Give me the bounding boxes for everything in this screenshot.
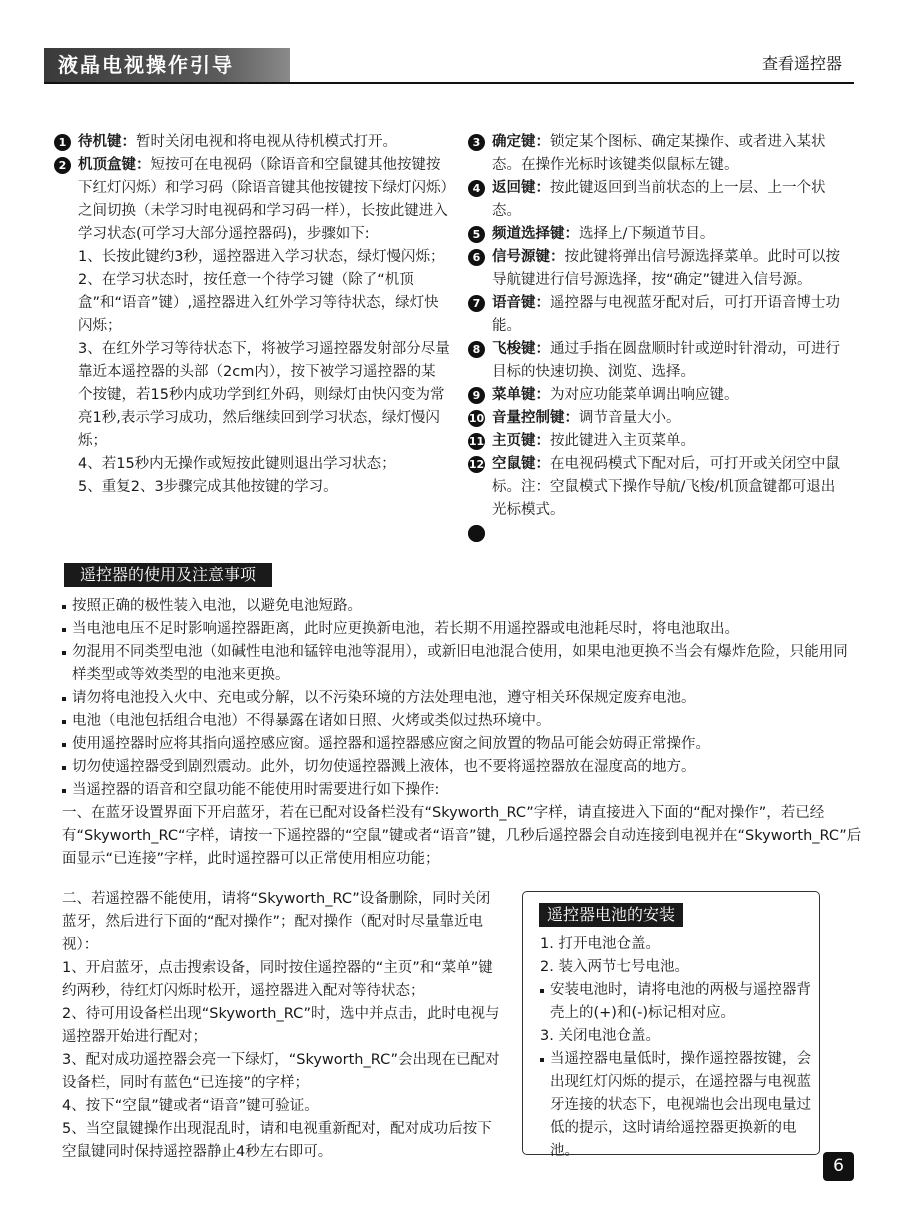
- number-badge: 11: [468, 435, 485, 448]
- number-badge: [468, 525, 485, 542]
- key-item: [468, 430, 848, 453]
- usage-notes: [62, 595, 862, 871]
- learning-step: 4、若15秒内无操作或短按此键则退出学习状态；: [78, 456, 396, 472]
- key-label: 菜单键：: [492, 387, 550, 403]
- note-text: 当遥控器的语音和空鼠功能不能使用时需要进行如下操作:: [72, 782, 440, 798]
- battery-step: 3. 关闭电池仓盖。: [540, 1028, 660, 1044]
- number-badge: 4: [468, 180, 485, 197]
- battery-bullet-text: 当遥控器电量低时，操作遥控器按键，会出现红灯闪烁的提示，在遥控器与电视蓝牙连接的状态下，电视端也会出现电量过低的提示，这时请给遥控器更换新的电池。: [550, 1051, 811, 1159]
- battery-step: 2. 装入两节七号电池。: [540, 959, 689, 975]
- number-badge: 12: [468, 458, 485, 471]
- battery-title: 遥控器电池的安装: [539, 903, 683, 927]
- key-label: 待机键：: [78, 134, 136, 150]
- key-desc: 锁定某个图标、确定某操作、或者进入某状态。在操作光标时该键类似鼠标左键。: [492, 134, 826, 173]
- learning-step: 2、在学习状态时，按任意一个待学习键（除了“机顶盒”和“语音”键）,遥控器进入红外学习等待状态，绿灯快闪烁；: [78, 272, 439, 334]
- key-desc: 按此键返回到当前状态的上一层、上一个状态。: [492, 180, 826, 219]
- learning-step: 5、重复2、3步骤完成其他按键的学习。: [78, 479, 338, 495]
- key-item: [468, 246, 848, 292]
- key-desc: 短按可在电视码（除语音和空鼠键其他按键按下红灯闪烁）和学习码（除语音键其他按键按下绿灯闪烁）之间切换（未学习时电视码和学习码一样），长按此键进入学习状态(可学习大部分遥控器码)，步骤如下:: [78, 157, 448, 242]
- number-badge: 8: [468, 341, 485, 358]
- battery-steps: [540, 933, 812, 1163]
- note-text: 切勿使遥控器受到剧烈震动。此外，切勿使遥控器溅上液体，也不要将遥控器放在湿度高的地方。: [72, 759, 696, 775]
- pairing-step: 4、按下“空鼠”键或者“语音”键可验证。: [62, 1098, 319, 1114]
- key-label: 主页键：: [492, 433, 550, 449]
- number-badge: 2: [54, 157, 71, 174]
- note-text: 电池（电池包括组合电池）不得暴露在诸如日照、火烤或类似过热环境中。: [72, 713, 551, 729]
- note-text: 请勿将电池投入火中、充电或分解，以不污染环境的方法处理电池，遵守相关环保规定废弃电池。: [72, 690, 696, 706]
- key-desc: 在电视码模式下配对后，可打开或关闭空中鼠标。注：空鼠模式下操作导航/飞梭/机顶盒键都可退出光标模式。: [492, 456, 840, 518]
- note-bullet: [62, 779, 862, 802]
- battery-bullet: [540, 979, 812, 1025]
- key-item-settop: [54, 154, 450, 246]
- key-desc: 选择上/下频道节目。: [579, 226, 715, 242]
- key-desc: 调节音量大小。: [579, 410, 681, 426]
- key-label: 机顶盒键：: [78, 157, 151, 173]
- note-bullet: [62, 618, 862, 641]
- note-bullet: [62, 687, 862, 710]
- key-item: [468, 131, 848, 177]
- number-badge: 7: [468, 295, 485, 312]
- key-item: [468, 177, 848, 223]
- note-bullet: [62, 641, 862, 687]
- key-item: [468, 453, 848, 522]
- usage-section-title: 遥控器的使用及注意事项: [64, 563, 272, 587]
- key-label: 返回键：: [492, 180, 550, 196]
- key-item-standby: [54, 131, 450, 154]
- battery-bullet: [540, 1048, 812, 1163]
- number-badge: 10: [468, 412, 485, 425]
- note-text: 当电池电压不足时影响遥控器距离，此时应更换新电池，若长期不用遥控器或电池耗尽时，将电池取出。: [72, 621, 739, 637]
- key-desc: 按此键将弹出信号源选择菜单。此时可以按导航键进行信号源选择，按“确定”键进入信号源。: [492, 249, 840, 288]
- key-label: 音量控制键：: [492, 410, 579, 426]
- number-badge: 9: [468, 387, 485, 404]
- note-bullet: [62, 756, 862, 779]
- number-badge: 5: [468, 226, 485, 243]
- pairing-step: 3、配对成功遥控器会亮一下绿灯，“Skyworth_RC”会出现在已配对设备栏，同时有蓝色“已连接”的字样；: [62, 1052, 500, 1091]
- key-label: 语音键：: [492, 295, 550, 311]
- section-title: 查看遥控器: [761, 54, 842, 73]
- page-title: 液晶电视操作引导: [44, 48, 290, 82]
- key-desc: 按此键进入主页菜单。: [550, 433, 695, 449]
- key-desc: 遥控器与电视蓝牙配对后，可打开语音博士功能。: [492, 295, 840, 334]
- bluetooth-paragraph: 一、在蓝牙设置界面下开启蓝牙，若在已配对设备栏没有“Skyworth_RC”字样，请直接进入下面的“配对操作”，若已经有“Skyworth_RC“字样，请按一下遥控器的“空鼠”键或者“语音”键，几秒后遥控器会自动连接到电视并在“Skyworth_RC”后面显示“已连接”字样，此时遥控器可以正常使用相应功能；: [62, 805, 862, 867]
- page-number: 6: [823, 1152, 854, 1181]
- note-text: 使用遥控器时应将其指向遥控感应窗。遥控器和遥控器感应窗之间放置的物品可能会妨碍正常操作。: [72, 736, 710, 752]
- key-desc: 为对应功能菜单调出响应键。: [550, 387, 739, 403]
- key-label: 确定键：: [492, 134, 550, 150]
- note-text: 按照正确的极性装入电池，以避免电池短路。: [72, 598, 362, 614]
- note-bullet: [62, 733, 862, 756]
- key-item: [468, 223, 848, 246]
- battery-step: 1. 打开电池仓盖。: [540, 936, 660, 952]
- battery-bullet-text: 安装电池时，请将电池的两极与遥控器背壳上的(+)和(-)标记相对应。: [550, 982, 811, 1021]
- key-desc: 暂时关闭电视和将电视从待机模式打开。: [136, 134, 397, 150]
- number-badge: 3: [468, 134, 485, 151]
- note-text: 勿混用不同类型电池（如碱性电池和锰锌电池等混用），或新旧电池混合使用，如果电池更换不当会有爆炸危险，只能用同样类型或等效类型的电池来更换。: [72, 644, 848, 683]
- number-badge: 6: [468, 249, 485, 266]
- key-label: 空鼠键：: [492, 456, 550, 472]
- learning-step: 1、长按此键约3秒，遥控器进入学习状态，绿灯慢闪烁；: [78, 249, 445, 265]
- pairing-steps: [62, 888, 502, 1164]
- right-column: [468, 131, 848, 522]
- left-column: [54, 131, 450, 499]
- note-bullet: [62, 710, 862, 733]
- learning-step: 3、在红外学习等待状态下，将被学习遥控器发射部分尽量靠近本遥控器的头部（2cm内），按下被学习遥控器的某个按键，若15秒内成功学到红外码，则绿灯由快闪变为常亮1秒,表示学习成功，然后继续回到学习状态，绿灯慢闪烁；: [78, 341, 450, 449]
- key-item: [468, 384, 848, 407]
- key-label: 频道选择键：: [492, 226, 579, 242]
- number-badge: 1: [54, 134, 71, 151]
- pairing-step: 1、开启蓝牙，点击搜索设备，同时按住遥控器的“主页”和“菜单”键约两秒，待红灯闪烁时松开，遥控器进入配对等待状态；: [62, 960, 493, 999]
- pairing-step: 5、当空鼠键操作出现混乱时，请和电视重新配对，配对成功后按下空鼠键同时保持遥控器静止4秒左右即可。: [62, 1121, 492, 1160]
- key-label: 飞梭键：: [492, 341, 550, 357]
- pairing-step: 二、若遥控器不能使用，请将“Skyworth_RC”设备删除，同时关闭蓝牙，然后进行下面的“配对操作”；配对操作（配对时尽量靠近电视）：: [62, 891, 491, 953]
- key-label: 信号源键：: [492, 249, 565, 265]
- pairing-step: 2、待可用设备栏出现“Skyworth_RC”时，选中并点击，此时电视与遥控器开始进行配对；: [62, 1006, 500, 1045]
- key-item: [468, 292, 848, 338]
- note-bullet: [62, 595, 862, 618]
- key-item: [468, 407, 848, 430]
- key-item: [468, 338, 848, 384]
- key-desc: 通过手指在圆盘顺时针或逆时针滑动，可进行目标的快速切换、浏览、选择。: [492, 341, 840, 380]
